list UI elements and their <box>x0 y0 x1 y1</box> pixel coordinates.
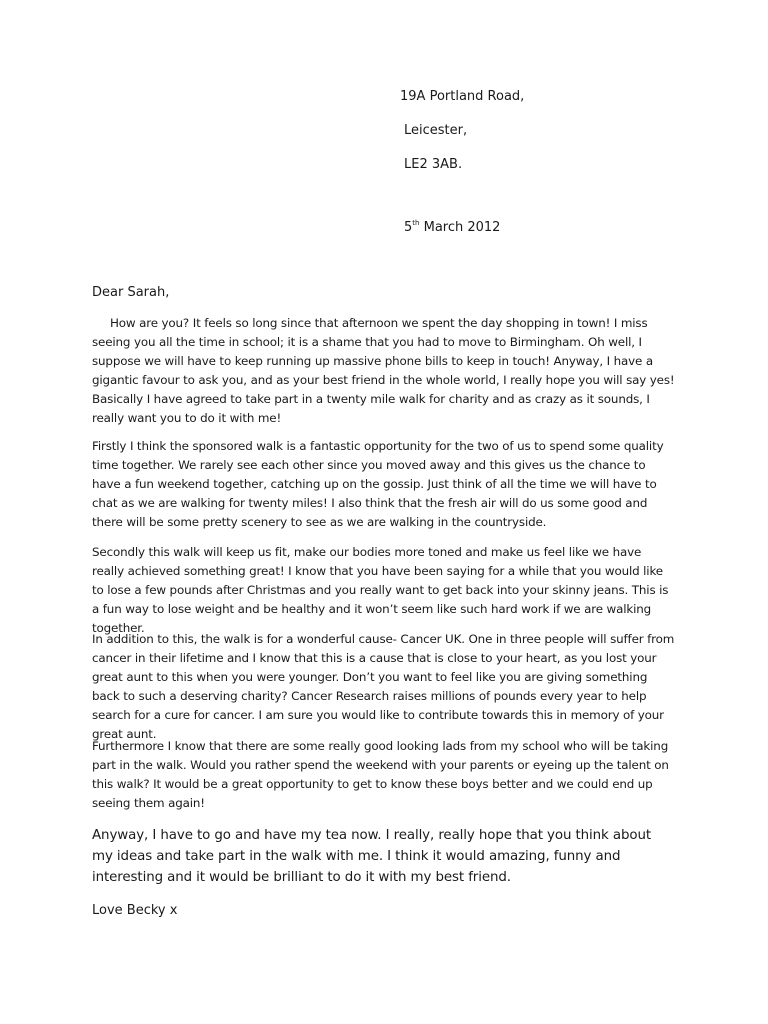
address-postcode: LE2 3AB. <box>404 157 463 172</box>
paragraph-furthermore: Furthermore I know that there are some really good looking lads from my school who will be taking part in the walk. Would you rather spend the weekend with your parents or eyeing up the talent on this walk? It would be a great opportunity to get to know these boys better and we could end up seeing them again! <box>92 739 669 810</box>
address-street: 19A Portland Road, <box>400 89 525 104</box>
paragraph-secondly: Secondly this walk will keep us fit, make our bodies more toned and make us feel like we have really achieved something great! I know that you have been saying for a while that you would like to lose a few pounds after Christmas and you really want to get back into your skinny jeans. This is a fun way to lose weight and be healthy and it won’t seem like such hard work if we are walking together. <box>92 545 669 635</box>
paragraph-conclusion: Anyway, I have to go and have my tea now. I really, really hope that you think about my ideas and take part in the walk with me. I think it would amazing, funny and interesting and it would be brilliant to do it with my best friend. <box>92 828 651 885</box>
date-month-year: March 2012 <box>419 220 501 235</box>
address-city: Leicester, <box>404 123 468 138</box>
salutation: Dear Sarah, <box>92 285 170 300</box>
sign-off: Love Becky x <box>92 903 178 918</box>
letter-date <box>404 219 500 236</box>
date-suffix: th <box>412 219 420 227</box>
paragraph-intro: How are you? It feels so long since that afternoon we spent the day shopping in town! I miss seeing you all the time in school; it is a shame that you had to move to Birmingham. Oh well, I suppose we will have to keep running up massive phone bills to keep in touch! Anyway, I have a gigantic favour to ask you, and as your best friend in the whole world, I really hope you will say yes! Basically I have agreed to take part in a twenty mile walk for charity and as crazy as it sounds, I really want you to do it with me! <box>92 316 675 425</box>
date-day: 5 <box>404 220 413 235</box>
paragraph-cause: In addition to this, the walk is for a wonderful cause- Cancer UK. One in three people will suffer from cancer in their lifetime and I know that this is a cause that is close to your heart, as you lost your great aunt to this when you were younger. Don’t you want to feel like you are giving something back to such a deserving charity? Cancer Research raises millions of pounds every year to help search for a cure for cancer. I am sure you would like to contribute towards this in memory of your great aunt. <box>92 632 675 741</box>
paragraph-firstly: Firstly I think the sponsored walk is a fantastic opportunity for the two of us to spend some quality time together. We rarely see each other since you moved away and this gives us the chance to have a fun weekend together, catching up on the gossip. Just think of all the time we will have to chat as we are walking for twenty miles! I also think that the fresh air will do us some good and there will be some pretty scenery to see as we are walking in the countryside. <box>92 439 664 529</box>
